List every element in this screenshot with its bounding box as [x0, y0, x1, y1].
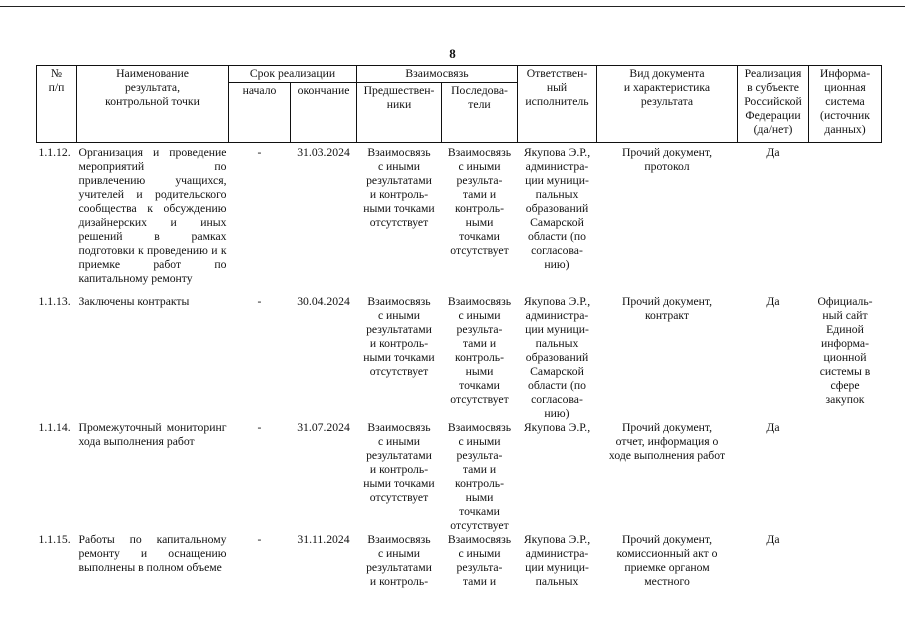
header-successors: Последова- тели — [442, 83, 518, 143]
row-number: 1.1.13. — [38, 294, 71, 308]
header-responsible: Ответствен- ный исполнитель — [518, 66, 597, 143]
row-doc-type: Прочий документ, контракт — [621, 294, 713, 322]
header-name: Наименование результата, контрольной точки — [77, 66, 229, 143]
top-rule — [0, 6, 905, 7]
table-row — [37, 295, 882, 421]
row-federal: Да — [766, 532, 780, 546]
row-responsible: Якупова Э.Р., администра- ции муници- пальных образований Самарской области (по согласова- нию) — [523, 294, 591, 420]
row-number: 1.1.12. — [38, 146, 71, 159]
row-successors: Взаимосвязь с иными результа- тами и контроль- ными точками отсутствует — [447, 146, 512, 257]
row-federal: Да — [766, 294, 780, 308]
row-successors: Взаимосвязь с иными результа- тами и — [447, 532, 512, 588]
header-num: № п/п — [37, 66, 77, 143]
row-info-system — [809, 421, 882, 533]
row-name: Промежуточный мониторинг хода выполнения работ — [78, 420, 227, 448]
table-header — [37, 66, 882, 143]
row-doc-type: Прочий документ, протокол — [621, 146, 713, 173]
row-federal: Да — [766, 146, 780, 159]
header-period-start: начало — [229, 83, 291, 143]
table-body — [37, 143, 882, 603]
page-number: 8 — [449, 46, 456, 61]
row-name: Организация и проведение мероприятий по привлечению учащихся, учителей и родительского сообщества к обсуждению дизайнерских и иных решений в рамках подготовки к проведению и к приемке работ по капитальному ремонту — [78, 146, 227, 285]
header-doc-type: Вид документа и характеристика результата — [597, 66, 738, 143]
row-info-system — [809, 143, 882, 295]
row-responsible: Якупова Э.Р., администра- ции муници- пальных образований Самарской области (по согласова- нию) — [523, 146, 591, 271]
row-name: Заключены контракты — [78, 294, 190, 308]
row-start: - — [257, 532, 262, 546]
row-predecessors: Взаимосвязь с иными результатами и контроль- — [366, 532, 432, 588]
header-info-system: Информа- ционная система (источник данных) — [809, 66, 882, 143]
row-doc-type: Прочий документ, комиссионный акт о приемке органом местного — [616, 532, 718, 588]
row-number: 1.1.15. — [38, 532, 71, 546]
header-period: Срок реализации — [229, 66, 357, 83]
row-successors: Взаимосвязь с иными результа- тами и контроль- ными точками отсутствует — [447, 294, 512, 406]
header-relation: Взаимосвязь — [357, 66, 518, 83]
row-federal: Да — [766, 420, 780, 434]
row-predecessors: Взаимосвязь с иными результатами и контроль- ными точками отсутствует — [363, 146, 435, 229]
row-successors: Взаимосвязь с иными результа- тами и контроль- ными точками отсутствует — [447, 420, 512, 532]
row-info-system: Официаль- ный сайт Единой информа- ционной системы в сфере закупок — [817, 294, 873, 406]
header-predecessors: Предшествен- ники — [357, 83, 442, 143]
row-start: - — [257, 420, 262, 434]
row-name: Работы по капитальному ремонту и оснащению выполнены в полном объеме — [78, 532, 227, 574]
header-federal: Реализация в субъекте Российской Федерации (да/нет) — [738, 66, 809, 143]
header-period-end: окончание — [291, 83, 357, 143]
row-number: 1.1.14. — [38, 420, 71, 434]
row-end: 31.07.2024 — [297, 420, 350, 434]
table-row — [37, 421, 882, 533]
row-end: 31.11.2024 — [297, 532, 350, 546]
row-responsible: Якупова Э.Р., администра- ции муници- пальных — [523, 532, 591, 588]
row-end: 31.03.2024 — [297, 146, 350, 159]
row-doc-type: Прочий документ, отчет, информация о ходе выполнения работ — [608, 420, 726, 462]
row-responsible: Якупова Э.Р., — [523, 420, 591, 434]
table-row — [37, 533, 882, 603]
row-start: - — [257, 294, 262, 308]
row-start: - — [257, 146, 262, 159]
row-predecessors: Взаимосвязь с иными результатами и контроль- ными точками отсутствует — [363, 294, 435, 378]
implementation-plan-table — [36, 65, 882, 603]
table-row — [37, 143, 882, 295]
row-info-system — [809, 533, 882, 603]
row-end: 30.04.2024 — [297, 294, 350, 308]
row-predecessors: Взаимосвязь с иными результатами и контроль- ными точками отсутствует — [363, 420, 435, 504]
